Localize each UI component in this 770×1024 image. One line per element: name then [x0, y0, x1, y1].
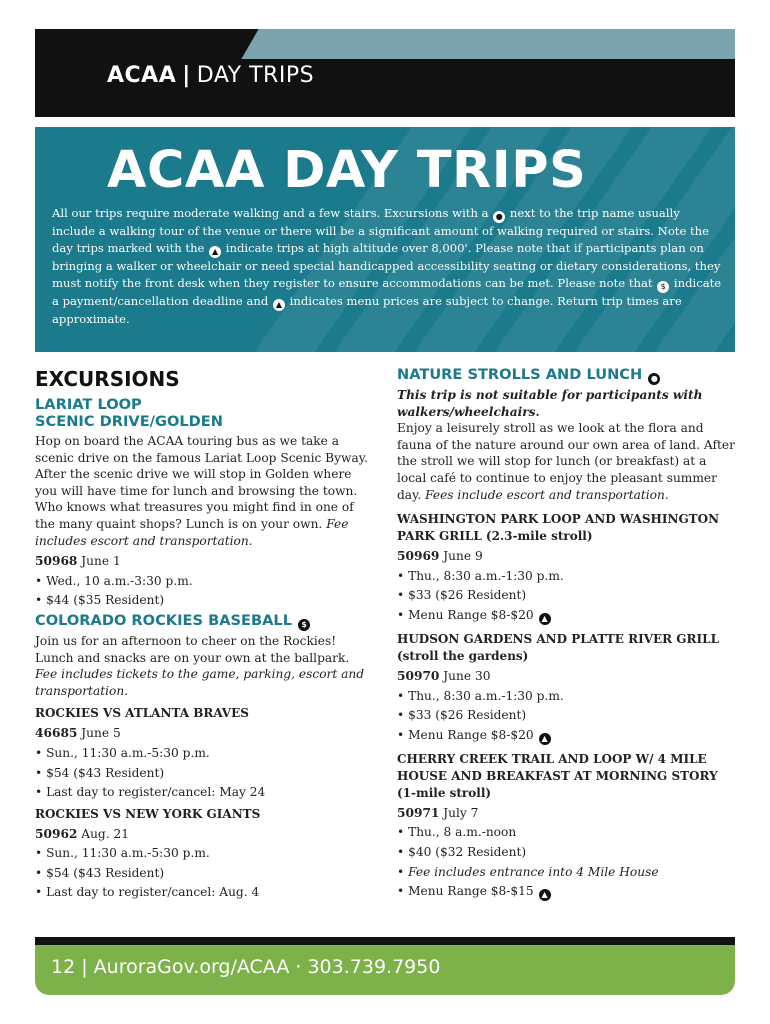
lariat-date: June 1: [81, 554, 121, 569]
trip3-menu: [397, 883, 737, 901]
trip1-time: • Thu., 8:30 a.m.-1:30 p.m.: [397, 568, 564, 583]
trip2-title: HUDSON GARDENS AND PLATTE RIVER GRILL (stroll the gardens): [397, 631, 720, 663]
excursions-heading: EXCURSIONS: [35, 367, 180, 391]
game2-date: Aug. 21: [81, 826, 129, 841]
intro-banner: [35, 127, 735, 352]
trip1-date: June 9: [443, 549, 483, 564]
rockies-body: Join us for an afternoon to cheer on the Rockies! Lunch and snacks are on your own at the ballpark.: [35, 633, 350, 665]
trip2-code-line: [397, 668, 737, 685]
rockies-title-text: COLORADO ROCKIES BASEBALL: [35, 611, 293, 629]
game2-code-line: [35, 826, 370, 843]
lariat-title-line: LARIAT LOOP: [35, 396, 142, 413]
rockies-description: [35, 633, 370, 699]
payment-icon: $: [298, 619, 310, 631]
page-header: [35, 29, 735, 117]
trip3-title: CHERRY CREEK TRAIL AND LOOP W/ 4 MILE HOUSE AND BREAKFAST AT MORNING STORY (1-mile stroll): [397, 751, 718, 800]
game2-code: 50962: [35, 826, 78, 841]
trip2-menu-text: • Menu Range $8-$20: [397, 727, 534, 742]
trip2-time: • Thu., 8:30 a.m.-1:30 p.m.: [397, 688, 564, 703]
trip3-menu-text: • Menu Range $8-$15: [397, 884, 534, 899]
lariat-time: • Wed., 10 a.m.-3:30 p.m.: [35, 573, 193, 588]
game1-deadline: • Last day to register/cancel: May 24: [35, 785, 266, 800]
trip2-date: June 30: [443, 668, 491, 683]
page-footer: [35, 937, 735, 995]
game1-code: 46685: [35, 726, 78, 741]
game1-title: ROCKIES VS ATLANTA BRAVES: [35, 706, 249, 721]
trip3-entrance: • Fee includes entrance into 4 Mile House: [397, 864, 659, 879]
rockies-title: [35, 612, 370, 631]
trip1-price: • $33 ($26 Resident): [397, 588, 527, 603]
trip1-code: 50969: [397, 549, 440, 564]
walking-icon: ●: [493, 211, 505, 223]
brand-separator: |: [182, 63, 191, 88]
nature-description: [397, 420, 737, 503]
intro-part: All our trips require moderate walking and a few stairs. Excursions with a: [52, 206, 489, 220]
nature-body: Enjoy a leisurely stroll as we look at the flora and fauna of the nature around our own area of land. After the stroll we will stop for lunch (or breakfast) at a local café to continue to enjoy the pleasant summer day.: [397, 421, 735, 502]
game2-time: • Sun., 11:30 a.m.-5:30 p.m.: [35, 846, 210, 861]
lariat-title: [35, 396, 370, 430]
intro-part: indicate trips at high altitude over 8,000'. Please note that if participants plan on bringing a walker or wheelchair or need special handicapped accessibility seating or dietary considerations, they must notify the front desk when they register to ensure accommodations can be met. Please note that: [52, 240, 721, 290]
brand-section: DAY TRIPS: [196, 63, 315, 88]
game1-code-line: [35, 725, 370, 742]
intro-part: indicate a payment/cancellation deadline and: [52, 275, 722, 308]
nature-fee: Fees include escort and transportation.: [425, 487, 669, 502]
right-column: [397, 366, 737, 901]
walking-icon: ●: [648, 373, 660, 385]
rockies-fee: Fee includes tickets to the game, parking, escort and transportation.: [35, 667, 365, 698]
brand-name: ACAA: [107, 63, 177, 88]
lariat-code: 50968: [35, 554, 78, 569]
trip1-menu-text: • Menu Range $8-$20: [397, 607, 534, 622]
trip3-time: • Thu., 8 a.m.-noon: [397, 825, 517, 840]
trip3-code-line: [397, 805, 737, 822]
footer-text: 12 | AuroraGov.org/ACAA · 303.739.7950: [51, 956, 441, 978]
trip3-date: July 7: [443, 805, 479, 820]
lariat-fee: Fee includes escort and transportation.: [35, 516, 349, 548]
game1-price: • $54 ($43 Resident): [35, 765, 165, 780]
trip3-code: 50971: [397, 805, 440, 820]
nature-title: [397, 366, 737, 385]
intro-part: next to the trip name usually include a walking tour of the venue or there will be a significant amount of walking required or stairs. Note the day trips marked with the: [52, 206, 709, 255]
page-title: ACAA DAY TRIPS: [107, 141, 587, 200]
nature-title-text: NATURE STROLLS AND LUNCH: [397, 366, 643, 383]
trip2-price: • $33 ($26 Resident): [397, 708, 527, 723]
header-brand: [107, 63, 314, 88]
menu-icon: ▲: [273, 299, 285, 311]
game1-date: June 5: [81, 726, 121, 741]
trip1-menu: [397, 607, 737, 625]
game2-price: • $54 ($43 Resident): [35, 865, 165, 880]
trip1-title: WASHINGTON PARK LOOP AND WASHINGTON PARK GRILL (2.3-mile stroll): [397, 512, 720, 544]
left-column: [35, 366, 370, 901]
trip1-code-line: [397, 548, 737, 565]
trip2-code: 50970: [397, 668, 440, 683]
nature-warning: This trip is not suitable for participants with walkers/wheelchairs.: [397, 388, 703, 419]
trip2-menu: [397, 727, 737, 745]
payment-icon: $: [657, 281, 669, 293]
mountain-icon: ▲: [209, 246, 221, 258]
game1-time: • Sun., 11:30 a.m.-5:30 p.m.: [35, 745, 210, 760]
menu-icon: ▲: [539, 613, 551, 625]
intro-part: indicates menu prices are subject to change. Return trip times are approximate.: [52, 293, 682, 326]
lariat-body: Hop on board the ACAA touring bus as we take a scenic drive on the famous Lariat Loop Scenic Byway. After the scenic drive we will stop in Golden where you will have time for lunch and browsing the town. Who knows what treasures you might find in one of the many quaint shops? Lunch is on your own.: [35, 434, 368, 531]
lariat-code-line: [35, 553, 370, 570]
game2-deadline: • Last day to register/cancel: Aug. 4: [35, 885, 260, 900]
trip3-price: • $40 ($32 Resident): [397, 844, 527, 859]
lariat-title-line: SCENIC DRIVE/GOLDEN: [35, 413, 223, 430]
lariat-price: • $44 ($35 Resident): [35, 593, 165, 608]
intro-text: [52, 205, 722, 327]
menu-icon: ▲: [539, 733, 551, 745]
header-accent-dark: [35, 29, 265, 59]
lariat-description: [35, 433, 370, 549]
game2-title: ROCKIES VS NEW YORK GIANTS: [35, 806, 261, 821]
menu-icon: ▲: [539, 889, 551, 901]
